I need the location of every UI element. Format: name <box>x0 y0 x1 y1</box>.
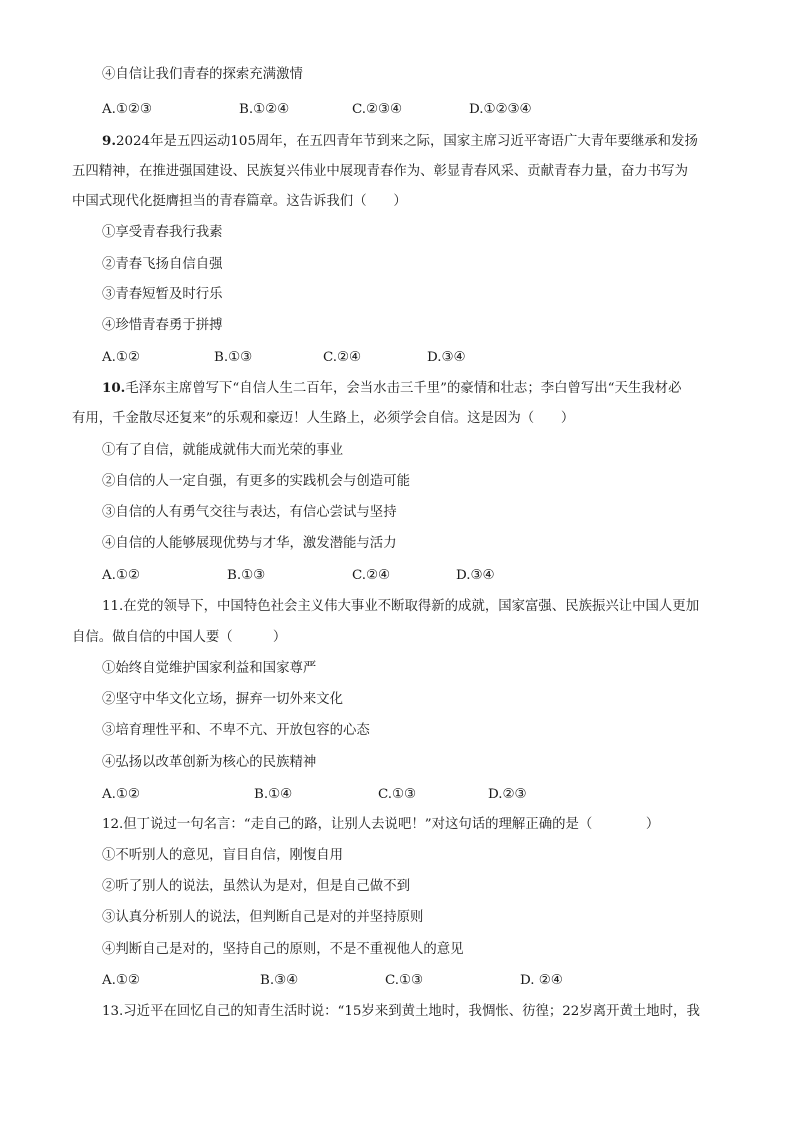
q9-stem-line-3: 中国式现代化挺膺担当的青春篇章。这告诉我们（ ） <box>72 194 407 209</box>
q11-choice-d: D.②③ <box>488 787 527 802</box>
q9-choice-d: D.③④ <box>427 350 466 365</box>
q12-choice-b: B.③④ <box>260 973 299 988</box>
q9-option-4: ④珍惜青春勇于拼搏 <box>102 318 223 333</box>
q9-option-2: ②青春飞扬自信自强 <box>102 257 223 272</box>
q11-option-3: ③培育理性平和、不卑不亢、开放包容的心态 <box>102 723 370 738</box>
q8-choice-c: C.②③④ <box>352 102 403 117</box>
q10-choice-a: A.①② <box>102 568 140 583</box>
q12-stem-line-1: 12.但丁说过一句名言：“走自己的路，让别人去说吧！”对这句话的理解正确的是（ ） <box>102 817 660 832</box>
q12-choice-d: D. ②④ <box>520 973 563 988</box>
q11-choice-c: C.①③ <box>378 787 417 802</box>
q9-stem-text-1: 2024年是五四运动105周年，在五四青年节到来之际，国家主席习近平寄语广大青年要继承和发扬 <box>115 134 698 149</box>
q8-option-4: ④自信让我们青春的探索充满激情 <box>102 67 303 82</box>
q9-number: 9. <box>102 133 116 149</box>
q11-choice-b: B.①④ <box>254 787 293 802</box>
q10-stem-line-1 <box>102 379 681 398</box>
q11-option-4: ④弘扬以改革创新为核心的民族精神 <box>102 755 317 770</box>
q11-choice-a: A.①② <box>102 787 140 802</box>
q12-choice-c: C.①③ <box>385 973 424 988</box>
q12-option-3: ③认真分析别人的说法，但判断自己是对的并坚持原则 <box>102 910 424 925</box>
q12-option-2: ②听了别人的说法，虽然认为是对，但是自己做不到 <box>102 879 410 894</box>
q12-choice-a: A.①② <box>102 973 140 988</box>
q12-option-4: ④判断自己是对的，坚持自己的原则，不是不重视他人的意见 <box>102 942 464 957</box>
q10-number: 10. <box>102 380 126 396</box>
q10-option-1: ①有了自信，就能成就伟大而光荣的事业 <box>102 443 344 458</box>
q9-stem-line-2: 五四精神，在推进强国建设、民族复兴伟业中展现青春作为、彰显青春风采、贡献青春力量，奋力书写为 <box>72 164 688 179</box>
q9-option-3: ③青春短暂及时行乐 <box>102 287 223 302</box>
q9-choice-a: A.①② <box>102 350 140 365</box>
q10-option-3: ③自信的人有勇气交往与表达，有信心尝试与坚持 <box>102 505 397 520</box>
q11-stem-line-2: 自信。做自信的中国人要（ ） <box>72 630 287 645</box>
q11-stem-line-1: 11.在党的领导下，中国特色社会主义伟大事业不断取得新的成就，国家富强、民族振兴让中国人更加 <box>102 599 700 614</box>
q11-option-1: ①始终自觉维护国家利益和国家尊严 <box>102 661 317 676</box>
q8-choice-d: D.①②③④ <box>469 102 532 117</box>
q10-stem-text-1: 毛泽东主席曾写下“自信人生二百年，会当水击三千里”的豪情和壮志；李白曾写出“天生我材必 <box>125 381 682 396</box>
q10-stem-line-2: 有用，千金散尽还复来”的乐观和豪迈！人生路上，必须学会自信。这是因为（ ） <box>72 411 575 426</box>
q9-choice-c: C.②④ <box>323 350 362 365</box>
q9-stem-line-1 <box>102 132 698 151</box>
q10-choice-b: B.①③ <box>227 568 266 583</box>
q8-choice-a: A.①②③ <box>102 102 152 117</box>
q11-option-2: ②坚守中华文化立场，摒弃一切外来文化 <box>102 692 344 707</box>
q10-option-4: ④自信的人能够展现优势与才华，激发潜能与活力 <box>102 536 397 551</box>
q10-option-2: ②自信的人一定自强，有更多的实践机会与创造可能 <box>102 474 410 489</box>
q13-stem-line-1: 13.习近平在回忆自己的知青生活时说：“15岁来到黄土地时，我惆怅、彷徨；22岁离开黄土地时，我 <box>102 1004 700 1019</box>
q9-option-1: ①享受青春我行我素 <box>102 225 223 240</box>
q10-choice-c: C.②④ <box>352 568 391 583</box>
q9-choice-b: B.①③ <box>214 350 253 365</box>
q12-option-1: ①不听别人的意见，盲目自信，刚愎自用 <box>102 848 344 863</box>
q10-choice-d: D.③④ <box>456 568 495 583</box>
q8-choice-b: B.①②④ <box>239 102 290 117</box>
